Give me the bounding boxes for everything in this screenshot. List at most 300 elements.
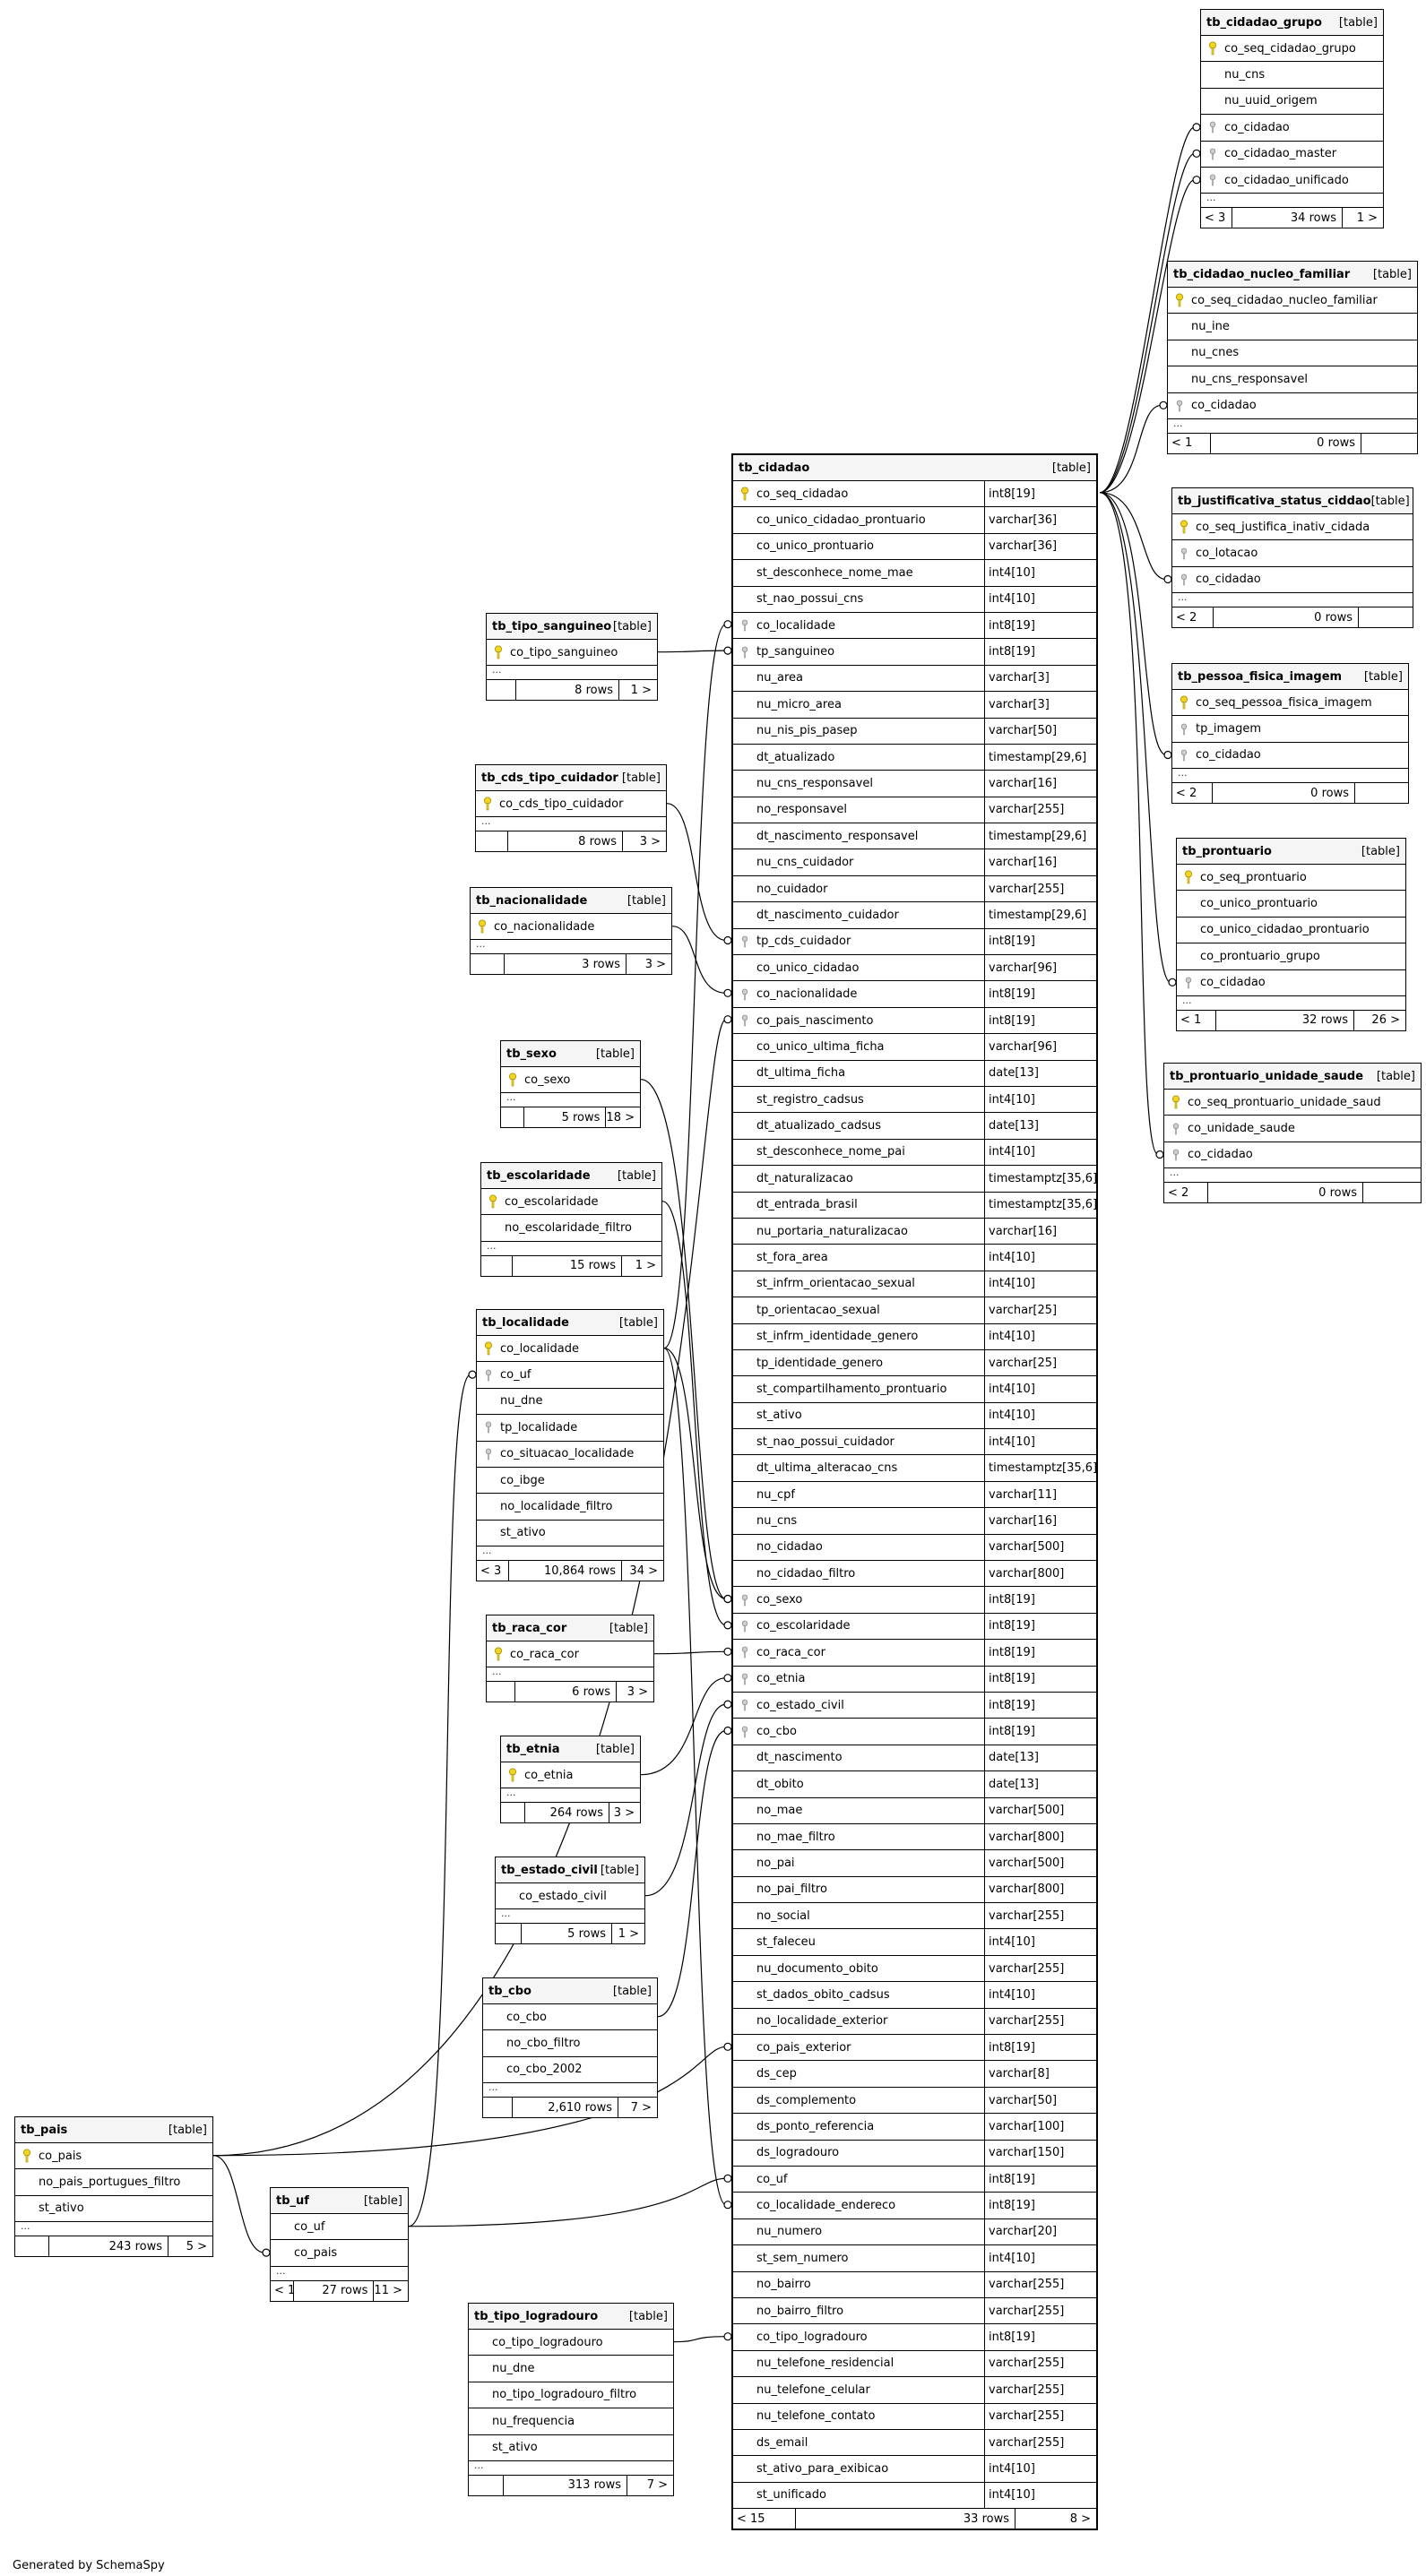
table-tb-raca-cor[interactable] xyxy=(486,1615,654,1702)
table-tb-pais[interactable] xyxy=(14,2116,213,2257)
table-tb-etnia[interactable] xyxy=(500,1736,641,1823)
table-tb-nacionalidade[interactable] xyxy=(470,887,672,975)
children-count[interactable] xyxy=(1361,434,1417,453)
column-row[interactable] xyxy=(469,2330,673,2356)
column-row[interactable] xyxy=(1177,943,1405,969)
column-name: co_nacionalidade xyxy=(756,987,858,1002)
column-row[interactable] xyxy=(15,2143,212,2169)
column-row[interactable] xyxy=(477,1362,663,1388)
column-row[interactable] xyxy=(501,1067,640,1093)
children-count[interactable]: 5 > xyxy=(186,2239,207,2253)
column-row[interactable] xyxy=(733,1297,1096,1323)
column-row[interactable] xyxy=(733,1956,1096,1982)
parents-count[interactable] xyxy=(471,954,505,974)
row-count[interactable]: 6 rows xyxy=(515,1682,617,1702)
row-count[interactable]: 34 rows xyxy=(1232,208,1343,228)
column-row[interactable] xyxy=(477,1442,663,1468)
column-row[interactable] xyxy=(1201,89,1383,115)
row-count[interactable]: 0 rows xyxy=(1213,783,1355,803)
row-count[interactable]: 313 rows xyxy=(504,2476,627,2495)
row-count[interactable]: 243 rows xyxy=(49,2236,169,2256)
column-row[interactable] xyxy=(1172,743,1408,769)
column-row[interactable] xyxy=(1201,36,1383,62)
table-tb-justificativa-status-ciddao[interactable] xyxy=(1171,487,1413,628)
column-row[interactable] xyxy=(1168,340,1417,366)
relationship-end-marker xyxy=(263,2249,270,2256)
column-row[interactable] xyxy=(733,1535,1096,1561)
parents-count[interactable]: < 15 xyxy=(733,2509,796,2529)
more-columns-ellipsis: ... xyxy=(496,1909,644,1924)
column-name: co_localidade xyxy=(756,618,835,633)
column-row[interactable] xyxy=(733,1982,1096,2008)
table-name[interactable]: tb_tipo_logradouro xyxy=(474,2309,599,2323)
column-row[interactable] xyxy=(1164,1090,1421,1116)
column-row[interactable] xyxy=(733,955,1096,981)
column-row[interactable] xyxy=(477,1336,663,1362)
column-type: varchar[20] xyxy=(984,2219,1096,2244)
table-header xyxy=(487,614,657,640)
row-count[interactable]: 15 rows xyxy=(513,1256,622,1276)
children-count[interactable] xyxy=(1359,607,1413,627)
column-row[interactable] xyxy=(733,2009,1096,2035)
column-name: co_cidadao xyxy=(1196,573,1261,587)
children-count[interactable]: 1 > xyxy=(635,1259,656,1273)
column-row[interactable] xyxy=(733,771,1096,797)
column-row[interactable] xyxy=(1177,865,1405,891)
column-name: tp_identidade_genero xyxy=(756,1356,884,1370)
table-name[interactable]: tb_prontuario xyxy=(1182,844,1272,858)
column-row[interactable] xyxy=(733,1824,1096,1850)
column-row[interactable] xyxy=(733,2430,1096,2456)
column-row[interactable] xyxy=(733,1693,1096,1719)
column-row[interactable] xyxy=(733,1482,1096,1508)
column-row[interactable] xyxy=(1168,393,1417,419)
column-row[interactable] xyxy=(733,1034,1096,1060)
table-name[interactable]: tb_localidade xyxy=(482,1315,569,1330)
column-row[interactable] xyxy=(483,2057,657,2083)
row-count[interactable]: 5 rows xyxy=(522,1924,612,1943)
column-row[interactable] xyxy=(733,1903,1096,1929)
parents-count[interactable] xyxy=(476,831,508,851)
column-row[interactable] xyxy=(733,2298,1096,2324)
column-row[interactable] xyxy=(1172,690,1408,716)
row-count[interactable]: 3 rows xyxy=(505,954,627,974)
column-row[interactable] xyxy=(271,2240,408,2266)
parents-count[interactable]: < 2 xyxy=(1164,1183,1208,1202)
children-count[interactable]: 11 > xyxy=(374,2284,402,2298)
column-row[interactable] xyxy=(733,1113,1096,1139)
parents-count[interactable]: < 1 xyxy=(271,2281,294,2301)
column-row[interactable] xyxy=(1172,567,1413,593)
column-row[interactable] xyxy=(469,2408,673,2434)
table-tb-localidade[interactable] xyxy=(476,1309,664,1581)
column-row[interactable] xyxy=(733,613,1096,639)
parents-count[interactable] xyxy=(481,1256,513,1276)
column-row[interactable] xyxy=(469,2435,673,2461)
column-type: varchar[50] xyxy=(984,719,1096,744)
column-row[interactable] xyxy=(483,2004,657,2030)
column-row[interactable] xyxy=(733,719,1096,745)
column-row[interactable] xyxy=(733,507,1096,533)
column-row[interactable] xyxy=(1168,366,1417,392)
column-row[interactable] xyxy=(1164,1142,1421,1168)
children-count[interactable]: 3 > xyxy=(613,1805,635,1820)
column-row[interactable] xyxy=(1201,142,1383,168)
primary-key-icon xyxy=(487,645,510,659)
column-row[interactable] xyxy=(1172,540,1413,566)
column-row[interactable] xyxy=(733,2219,1096,2245)
children-count[interactable]: 3 > xyxy=(627,1684,648,1699)
column-row[interactable] xyxy=(1177,891,1405,917)
column-row[interactable] xyxy=(477,1415,663,1441)
column-row[interactable] xyxy=(733,2483,1096,2509)
table-tb-cbo[interactable] xyxy=(482,1977,658,2118)
column-row[interactable] xyxy=(477,1468,663,1494)
parents-count[interactable]: < 3 xyxy=(477,1561,509,1581)
column-type: varchar[96] xyxy=(984,1034,1096,1059)
table-footer xyxy=(481,1256,661,1276)
table-header xyxy=(1172,664,1408,690)
column-name: co_unico_cidadao xyxy=(756,961,860,975)
column-row[interactable] xyxy=(487,1641,653,1667)
column-row[interactable] xyxy=(501,1762,640,1788)
parents-count[interactable] xyxy=(469,2476,504,2495)
column-type: timestamp[29,6] xyxy=(984,823,1096,849)
foreign-key-icon xyxy=(733,1014,756,1027)
table-tb-sexo[interactable] xyxy=(500,1040,641,1128)
table-name[interactable]: tb_tipo_sanguineo xyxy=(492,619,612,633)
column-row[interactable] xyxy=(733,1324,1096,1350)
column-row[interactable] xyxy=(733,1929,1096,1955)
column-row[interactable] xyxy=(496,1883,644,1909)
column-row[interactable] xyxy=(481,1215,661,1241)
column-row[interactable] xyxy=(1172,514,1413,540)
parents-count[interactable] xyxy=(487,680,516,700)
column-row[interactable] xyxy=(733,481,1096,507)
table-name[interactable]: tb_sexo xyxy=(506,1047,557,1061)
column-row[interactable] xyxy=(733,2456,1096,2482)
parents-count[interactable]: < 2 xyxy=(1172,783,1213,803)
parents-count[interactable] xyxy=(483,2098,513,2117)
table-name[interactable]: tb_prontuario_unidade_saude xyxy=(1170,1069,1364,1083)
column-row[interactable] xyxy=(733,2141,1096,2167)
column-row[interactable] xyxy=(733,2193,1096,2218)
column-row[interactable] xyxy=(733,1850,1096,1876)
column-name: co_pais xyxy=(39,2149,82,2163)
children-count[interactable] xyxy=(1363,1183,1421,1202)
column-row[interactable] xyxy=(1201,168,1383,194)
column-row[interactable] xyxy=(733,1008,1096,1034)
column-row[interactable] xyxy=(733,1455,1096,1481)
column-row[interactable] xyxy=(733,1087,1096,1113)
column-row[interactable] xyxy=(733,1745,1096,1771)
table-tb-prontuario-unidade-saude[interactable] xyxy=(1163,1063,1422,1203)
column-row[interactable] xyxy=(733,1271,1096,1297)
column-row[interactable] xyxy=(15,2196,212,2222)
relationship-end-marker xyxy=(1160,401,1167,409)
column-type: varchar[255] xyxy=(984,2272,1096,2297)
column-name: co_uf xyxy=(294,2219,325,2234)
column-type: int4[10] xyxy=(984,1982,1096,2007)
column-name: co_tipo_logradouro xyxy=(492,2335,603,2349)
row-count[interactable]: 33 rows xyxy=(796,2509,1015,2529)
column-name: st_sem_numero xyxy=(756,2251,849,2265)
table-tb-cidadao-nucleo-familiar[interactable] xyxy=(1167,261,1418,454)
column-row[interactable] xyxy=(1168,288,1417,314)
column-row[interactable] xyxy=(733,1193,1096,1219)
column-row[interactable] xyxy=(469,2382,673,2408)
column-row[interactable] xyxy=(733,1429,1096,1455)
foreign-key-icon xyxy=(1172,547,1196,560)
column-name: nu_micro_area xyxy=(756,697,842,711)
column-row[interactable] xyxy=(481,1189,661,1215)
column-row[interactable] xyxy=(733,560,1096,586)
children-count[interactable]: 18 > xyxy=(606,1110,635,1124)
column-row[interactable] xyxy=(1201,115,1383,141)
column-row[interactable] xyxy=(733,1508,1096,1534)
table-tb-cidadao-grupo[interactable] xyxy=(1200,9,1384,228)
column-row[interactable] xyxy=(733,2351,1096,2377)
children-count[interactable] xyxy=(1355,783,1408,803)
children-count[interactable]: 34 > xyxy=(629,1564,658,1578)
table-name[interactable]: tb_cidadao_grupo xyxy=(1206,15,1322,30)
column-row[interactable] xyxy=(733,929,1096,955)
relationship-end-marker xyxy=(724,647,731,654)
children-count[interactable]: 7 > xyxy=(630,2100,652,2115)
column-row[interactable] xyxy=(733,2035,1096,2061)
table-kind-label: [table] xyxy=(595,1742,635,1756)
table-tb-prontuario[interactable] xyxy=(1176,838,1406,1031)
foreign-key-icon xyxy=(1164,1123,1188,1135)
row-count[interactable]: 32 rows xyxy=(1216,1011,1354,1030)
column-row[interactable] xyxy=(733,1614,1096,1640)
table-tb-estado-civil[interactable] xyxy=(495,1857,645,1944)
column-row[interactable] xyxy=(733,1140,1096,1166)
foreign-key-icon xyxy=(733,988,756,1001)
column-row[interactable] xyxy=(733,981,1096,1007)
table-tb-pessoa-fisica-imagem[interactable] xyxy=(1171,663,1409,804)
row-count[interactable]: 2,610 rows xyxy=(513,2098,618,2117)
column-row[interactable] xyxy=(733,823,1096,849)
table-name[interactable]: tb_nacionalidade xyxy=(476,893,588,908)
column-row[interactable] xyxy=(477,1494,663,1520)
relationship-end-marker xyxy=(724,937,731,944)
column-row[interactable] xyxy=(477,1389,663,1415)
column-row[interactable] xyxy=(15,2169,212,2195)
column-row[interactable] xyxy=(487,640,657,666)
table-kind-label: [table] xyxy=(1363,669,1403,684)
column-row[interactable] xyxy=(733,534,1096,560)
column-row[interactable] xyxy=(733,2324,1096,2350)
row-count[interactable]: 27 rows xyxy=(294,2281,374,2301)
children-count[interactable]: 3 > xyxy=(644,957,666,971)
row-count[interactable]: 0 rows xyxy=(1211,434,1361,453)
table-name[interactable]: tb_escolaridade xyxy=(487,1168,591,1183)
column-name: co_cds_tipo_cuidador xyxy=(499,797,624,811)
table-header xyxy=(476,765,666,791)
column-name: co_seq_justifica_inativ_cidada xyxy=(1196,520,1370,534)
column-type: varchar[16] xyxy=(984,771,1096,796)
column-type: varchar[150] xyxy=(984,2141,1096,2166)
column-name: co_uf xyxy=(756,2172,788,2186)
column-row[interactable] xyxy=(733,1403,1096,1429)
column-row[interactable] xyxy=(733,745,1096,771)
parents-count[interactable]: < 1 xyxy=(1177,1011,1216,1030)
table-header xyxy=(1168,262,1417,288)
primary-key-icon xyxy=(1172,520,1196,534)
table-name[interactable]: tb_etnia xyxy=(506,1742,560,1756)
row-count[interactable]: 0 rows xyxy=(1214,607,1359,627)
relationship-end-marker xyxy=(724,1596,731,1603)
foreign-key-icon xyxy=(477,1369,500,1382)
column-row[interactable] xyxy=(1201,62,1383,88)
column-row[interactable] xyxy=(733,2272,1096,2298)
column-type: int8[19] xyxy=(984,981,1096,1006)
table-tb-cds-tipo-cuidador[interactable] xyxy=(475,764,667,852)
column-row[interactable] xyxy=(1168,314,1417,340)
row-count[interactable]: 8 rows xyxy=(508,831,623,851)
row-count[interactable]: 5 rows xyxy=(524,1107,606,1127)
children-count[interactable]: 3 > xyxy=(639,834,661,849)
column-row[interactable] xyxy=(469,2356,673,2382)
children-count[interactable]: 1 > xyxy=(618,1926,639,1941)
table-name[interactable]: tb_cbo xyxy=(488,1984,532,1998)
column-type: varchar[16] xyxy=(984,1508,1096,1533)
row-count[interactable]: 0 rows xyxy=(1208,1183,1363,1202)
column-type: varchar[800] xyxy=(984,1824,1096,1849)
column-name: st_nao_possui_cuidador xyxy=(756,1434,894,1449)
column-row[interactable] xyxy=(733,2114,1096,2140)
row-count[interactable]: 264 rows xyxy=(525,1803,609,1822)
row-count[interactable]: 8 rows xyxy=(516,680,619,700)
column-row[interactable] xyxy=(733,1561,1096,1587)
column-name: st_fora_area xyxy=(756,1251,828,1265)
table-kind-label: [table] xyxy=(612,619,652,633)
column-row[interactable] xyxy=(733,1245,1096,1271)
column-row[interactable] xyxy=(733,2245,1096,2271)
column-name: no_escolaridade_filtro xyxy=(505,1221,632,1236)
table-name[interactable]: tb_raca_cor xyxy=(492,1621,567,1635)
column-row[interactable] xyxy=(477,1521,663,1546)
column-row[interactable] xyxy=(733,2167,1096,2193)
column-row[interactable] xyxy=(733,902,1096,928)
column-row[interactable] xyxy=(1177,918,1405,943)
column-row[interactable] xyxy=(733,1877,1096,1903)
column-row[interactable] xyxy=(476,791,666,817)
column-name: co_raca_cor xyxy=(756,1645,825,1659)
column-type: varchar[500] xyxy=(984,1798,1096,1823)
table-tb-tipo-logradouro[interactable] xyxy=(468,2303,674,2496)
column-row[interactable] xyxy=(733,2061,1096,2087)
column-name: no_cuidador xyxy=(756,882,828,896)
column-row[interactable] xyxy=(483,2030,657,2056)
table-name[interactable]: tb_cidadao_nucleo_familiar xyxy=(1173,267,1351,281)
foreign-key-icon xyxy=(477,1448,500,1460)
table-header xyxy=(481,1163,661,1189)
column-row[interactable] xyxy=(733,639,1096,665)
column-row[interactable] xyxy=(733,2404,1096,2430)
column-row[interactable] xyxy=(471,914,671,940)
table-tb-uf[interactable] xyxy=(270,2187,409,2302)
relationship-line xyxy=(213,2156,264,2253)
children-count[interactable]: 26 > xyxy=(1371,1013,1400,1028)
column-row[interactable] xyxy=(271,2214,408,2240)
column-row[interactable] xyxy=(733,849,1096,875)
column-row[interactable] xyxy=(733,1350,1096,1376)
column-type: date[13] xyxy=(984,1745,1096,1770)
table-tb-tipo-sanguineo[interactable] xyxy=(486,613,658,701)
column-row[interactable] xyxy=(1164,1116,1421,1142)
children-count[interactable]: 7 > xyxy=(646,2478,668,2493)
column-row[interactable] xyxy=(733,1667,1096,1693)
parents-count[interactable] xyxy=(15,2236,49,2256)
parents-count[interactable] xyxy=(501,1803,525,1822)
relationship-line xyxy=(672,926,726,994)
column-row[interactable] xyxy=(733,797,1096,823)
parents-count[interactable]: < 2 xyxy=(1172,607,1214,627)
table-header xyxy=(501,1041,640,1067)
parents-count[interactable] xyxy=(487,1682,515,1702)
table-name[interactable]: tb_pessoa_fisica_imagem xyxy=(1178,669,1343,684)
table-name[interactable]: tb_uf xyxy=(276,2193,309,2208)
table-tb-cidadao[interactable] xyxy=(731,453,1098,2530)
table-name[interactable]: tb_cidadao xyxy=(739,461,810,475)
column-row[interactable] xyxy=(733,1061,1096,1087)
column-row[interactable] xyxy=(733,587,1096,613)
table-name[interactable]: tb_justificativa_status_ciddao xyxy=(1178,494,1371,508)
column-row[interactable] xyxy=(733,2088,1096,2114)
foreign-key-icon xyxy=(733,619,756,632)
column-row[interactable] xyxy=(733,1640,1096,1666)
foreign-key-icon xyxy=(1172,749,1196,762)
table-name[interactable]: tb_pais xyxy=(21,2123,68,2137)
table-footer xyxy=(487,1682,653,1702)
row-count[interactable]: 10,864 rows xyxy=(509,1561,622,1581)
column-row[interactable] xyxy=(733,1719,1096,1745)
more-columns-ellipsis: ... xyxy=(481,1242,661,1256)
column-name: co_sexo xyxy=(524,1073,571,1087)
relationship-end-marker xyxy=(724,1596,731,1603)
children-count[interactable]: 8 > xyxy=(1069,2511,1091,2526)
table-name[interactable]: tb_cds_tipo_cuidador xyxy=(481,771,618,785)
column-row[interactable] xyxy=(1177,970,1405,996)
parents-count[interactable]: < 1 xyxy=(1168,434,1211,453)
column-row[interactable] xyxy=(733,2377,1096,2403)
table-name[interactable]: tb_estado_civil xyxy=(501,1863,598,1877)
column-type: int4[10] xyxy=(984,560,1096,585)
table-tb-escolaridade[interactable] xyxy=(480,1162,662,1277)
children-count[interactable]: 1 > xyxy=(630,683,652,697)
children-count[interactable]: 1 > xyxy=(1356,211,1378,225)
column-name: co_lotacao xyxy=(1196,547,1258,561)
parents-count[interactable]: < 3 xyxy=(1201,208,1232,228)
table-header xyxy=(469,2304,673,2330)
column-row[interactable] xyxy=(733,666,1096,692)
column-row[interactable] xyxy=(733,1166,1096,1192)
column-row[interactable] xyxy=(733,1587,1096,1613)
parents-count[interactable] xyxy=(496,1924,522,1943)
parents-count[interactable] xyxy=(501,1107,524,1127)
column-row[interactable] xyxy=(733,1798,1096,1824)
column-row[interactable] xyxy=(733,1376,1096,1402)
column-row[interactable] xyxy=(733,692,1096,718)
relationship-line xyxy=(658,1731,726,2017)
column-row[interactable] xyxy=(733,876,1096,902)
column-row[interactable] xyxy=(1172,716,1408,742)
column-name: tp_orientacao_sexual xyxy=(756,1303,880,1317)
column-row[interactable] xyxy=(733,1771,1096,1797)
column-row[interactable] xyxy=(733,1219,1096,1245)
